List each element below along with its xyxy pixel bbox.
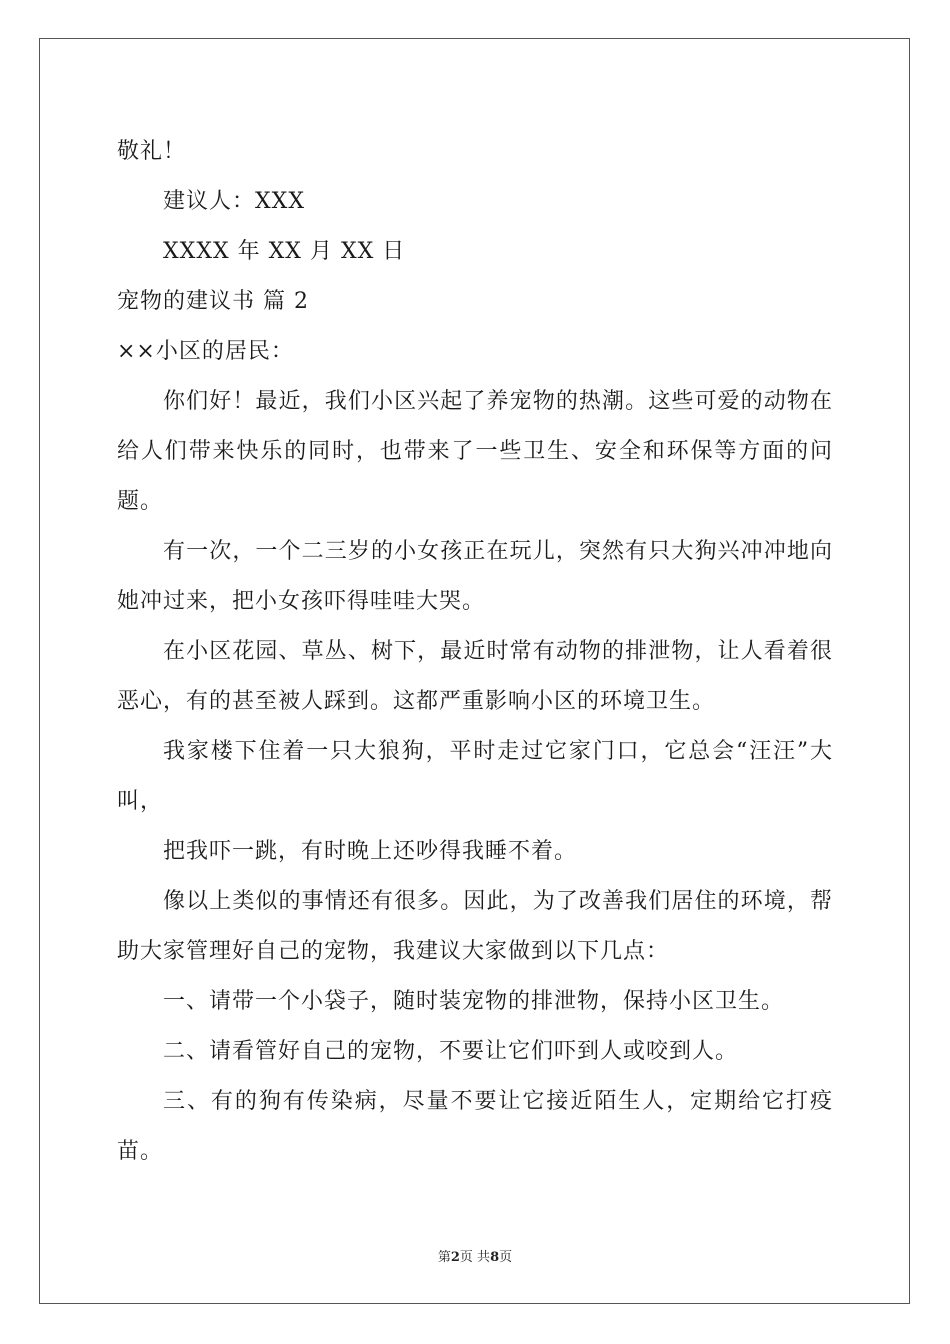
document-body <box>117 127 833 1177</box>
footer-middle: 页 共 <box>459 1250 491 1265</box>
total-pages-number: 8 <box>490 1250 500 1265</box>
paragraph-5: 把我吓一跳，有时晚上还吵得我睡不着。 <box>163 839 578 864</box>
paragraph-2: 有一次，一个二三岁的小女孩正在玩儿，突然有只大狗兴冲冲地向她冲过来，把小女孩吓得哇哇大哭。 <box>117 539 833 614</box>
current-page-number: 2 <box>450 1250 460 1265</box>
paragraph-1: 你们好！最近，我们小区兴起了养宠物的热潮。这些可爱的动物在给人们带来快乐的同时，也带来了一些卫生、安全和环保等方面的问题。 <box>117 389 833 514</box>
salutation-line: ××小区的居民： <box>117 339 294 364</box>
paragraph-6: 像以上类似的事情还有很多。因此，为了改善我们居住的环境，帮助大家管理好自己的宠物，我建议大家做到以下几点： <box>117 889 833 964</box>
list-item-2: 二、请看管好自己的宠物，不要让它们吓到人或咬到人。 <box>163 1039 739 1064</box>
footer-suffix: 页 <box>499 1250 513 1265</box>
signer-line: 建议人：XXX <box>163 189 305 214</box>
paragraph-3: 在小区花园、草丛、树下，最近时常有动物的排泄物，让人看着很恶心，有的甚至被人踩到。这都严重影响小区的环境卫生。 <box>117 639 833 714</box>
list-item-1: 一、请带一个小袋子，随时装宠物的排泄物，保持小区卫生。 <box>163 989 785 1014</box>
paragraph-4: 我家楼下住着一只大狼狗，平时走过它家门口，它总会“汪汪”大叫， <box>117 739 833 814</box>
page-footer <box>0 1246 950 1265</box>
footer-prefix: 第 <box>437 1250 451 1265</box>
closing-line: 敬礼！ <box>117 139 187 164</box>
date-line: XXXX 年 XX 月 XX 日 <box>163 239 406 264</box>
section-title: 宠物的建议书 篇 2 <box>117 289 309 314</box>
list-item-3: 三、有的狗有传染病，尽量不要让它接近陌生人，定期给它打疫苗。 <box>117 1089 833 1164</box>
